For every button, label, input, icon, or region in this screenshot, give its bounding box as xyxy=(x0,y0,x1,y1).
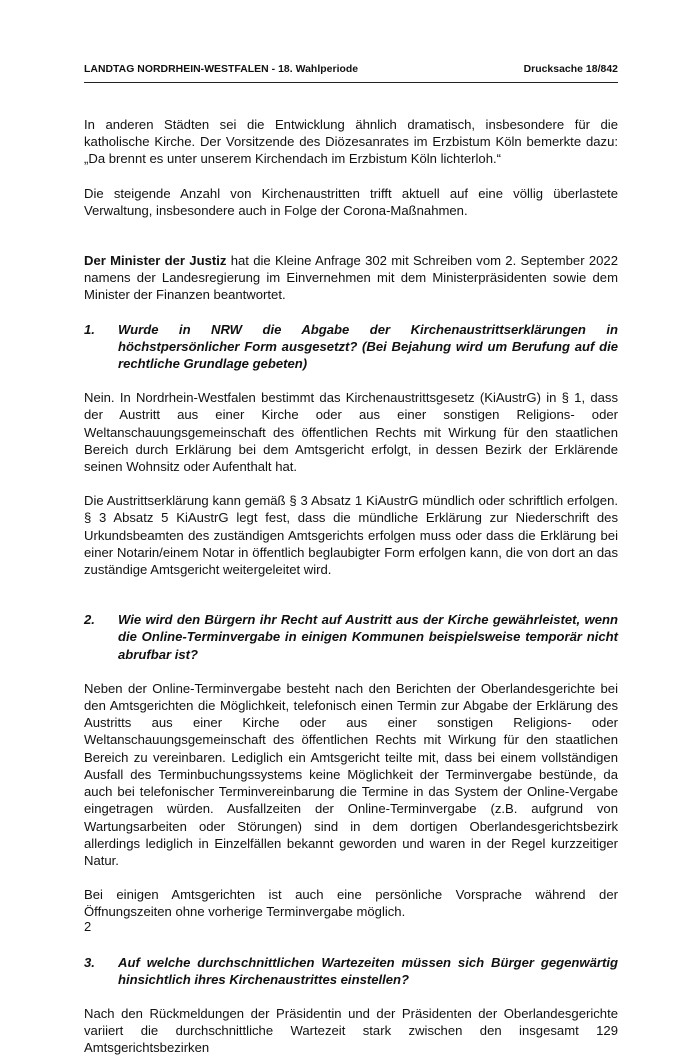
header-title: LANDTAG NORDRHEIN-WESTFALEN - 18. Wahlperiode xyxy=(84,64,359,75)
page-body xyxy=(84,116,618,1057)
answer-1-paragraph-1: Nein. In Nordrhein-Westfalen bestimmt das Kirchenaustrittsgesetz (KiAustrG) in § 1, dass der Austritt aus einer Kirche oder aus einer sonstigen Religions- oder Weltanschauungsgemeinschaft des öffentlichen Rechts mit Wirkung für den staatlichen Bereich durch Erklärung bei dem Amtsgericht erfolgt, in dessen Bezirk der Erklärende seinen Wohnsitz oder Aufenthalt hat. xyxy=(84,390,618,475)
question-1-number: 1. xyxy=(84,321,95,337)
question-3-text: Auf welche durchschnittlichen Wartezeiten müssen sich Bürger gegenwärtig hinsichtlich ihres Kirchenaustrittes einstellen? xyxy=(118,954,618,987)
question-1 xyxy=(84,321,618,373)
question-1-text: Wurde in NRW die Abgabe der Kirchenaustrittserklärungen in höchstpersönlicher Form ausgesetzt? (Bei Bejahung wird um Berufung auf die rechtliche Grundlage gebeten) xyxy=(118,321,618,372)
question-3 xyxy=(84,954,618,988)
answer-1-paragraph-2: Die Austrittserklärung kann gemäß § 3 Absatz 1 KiAustrG mündlich oder schriftlich erfolgen. § 3 Absatz 5 KiAustrG legt fest, dass die mündliche Erklärung zur Niederschrift des Urkundsbeamten des zuständigen Amtsgerichts erfolgen muss oder dass die Erklärung bei einer Notarin/einem Notar in öffentlich beglaubigter Form erfolgen kann, die von dort an das zuständige Amtsgericht weitergeleitet wird. xyxy=(84,493,618,578)
question-2-text: Wie wird den Bürgern ihr Recht auf Austritt aus der Kirche gewährleistet, wenn die Online-Terminvergabe in einigen Kommunen beispielsweise temporär nicht abrufbar ist? xyxy=(118,612,618,662)
intro-paragraph-2: Die steigende Anzahl von Kirchenaustritten trifft aktuell auf eine völlig überlastete Verwaltung, insbesondere auch in Folge der Corona-Maßnahmen. xyxy=(84,185,618,218)
page-number: 2 xyxy=(84,919,92,934)
answer-3-paragraph-1: Nach den Rückmeldungen der Präsidentin und der Präsidenten der Oberlandesgerichte variiert die durchschnittliche Wartezeit stark zwischen den insgesamt 129 Amtsgerichtsbezirken xyxy=(84,1005,618,1056)
header-document-number: Drucksache 18/842 xyxy=(523,64,618,75)
question-2 xyxy=(84,611,618,663)
answer-2-paragraph-1: Neben der Online-Terminvergabe besteht nach den Berichten der Oberlandesgerichte bei den Amtsgerichten die Möglichkeit, telefonisch einen Termin zur Abgabe der Erklärung des Austritts aus einer Kirche oder aus einer sonstigen Religions- oder Weltanschauungsgemeinschaft des öffentlichen Rechts mit Wirkung für den staatlichen Bereich zu vereinbaren. Lediglich ein Amtsgericht teilte mit, dass bei einem vollständigen Ausfall des Terminbuchungssystems keine Möglichkeit der Terminvergabe bestünde, da auch bei telefonischer Terminvereinbarung die Termine in das System der Online-Vergabe eingetragen würden. Ausfallzeiten der Online-Terminvergabe (z.B. aufgrund von Wartungsarbeiten oder Störungen) sind in dem dortigen Oberlandesgerichtsbezirk allerdings lediglich in Einzelfällen bekannt geworden und waren in der Regel kurzzeitiger Natur. xyxy=(84,680,618,868)
answer-2-paragraph-2: Bei einigen Amtsgerichten ist auch eine persönliche Vorsprache während der Öffnungszeiten ohne vorherige Terminvergabe möglich. xyxy=(84,887,618,920)
question-3-number: 3. xyxy=(84,954,95,970)
question-2-number: 2. xyxy=(84,612,95,628)
intro-paragraph-1: In anderen Städten sei die Entwicklung ähnlich dramatisch, insbesondere für die katholische Kirche. Der Vorsitzende des Diözesanrates im Erzbistum Köln bemerkte dazu: „Da brennt es unter unserem Kirchendach im Erzbistum Köln lichterloh.“ xyxy=(84,117,618,167)
header-divider xyxy=(84,82,618,83)
page-header xyxy=(84,64,618,75)
answer-intro-paragraph xyxy=(84,252,618,304)
answer-intro-bold: Der Minister der Justiz xyxy=(84,253,227,269)
answer-intro-text: hat die Kleine Anfrage 302 mit Schreiben vom 2. September 2022 namens der Landesregierung im Einvernehmen mit dem Ministerpräsidenten sowie dem Minister der Finanzen beantwortet. xyxy=(84,253,618,303)
